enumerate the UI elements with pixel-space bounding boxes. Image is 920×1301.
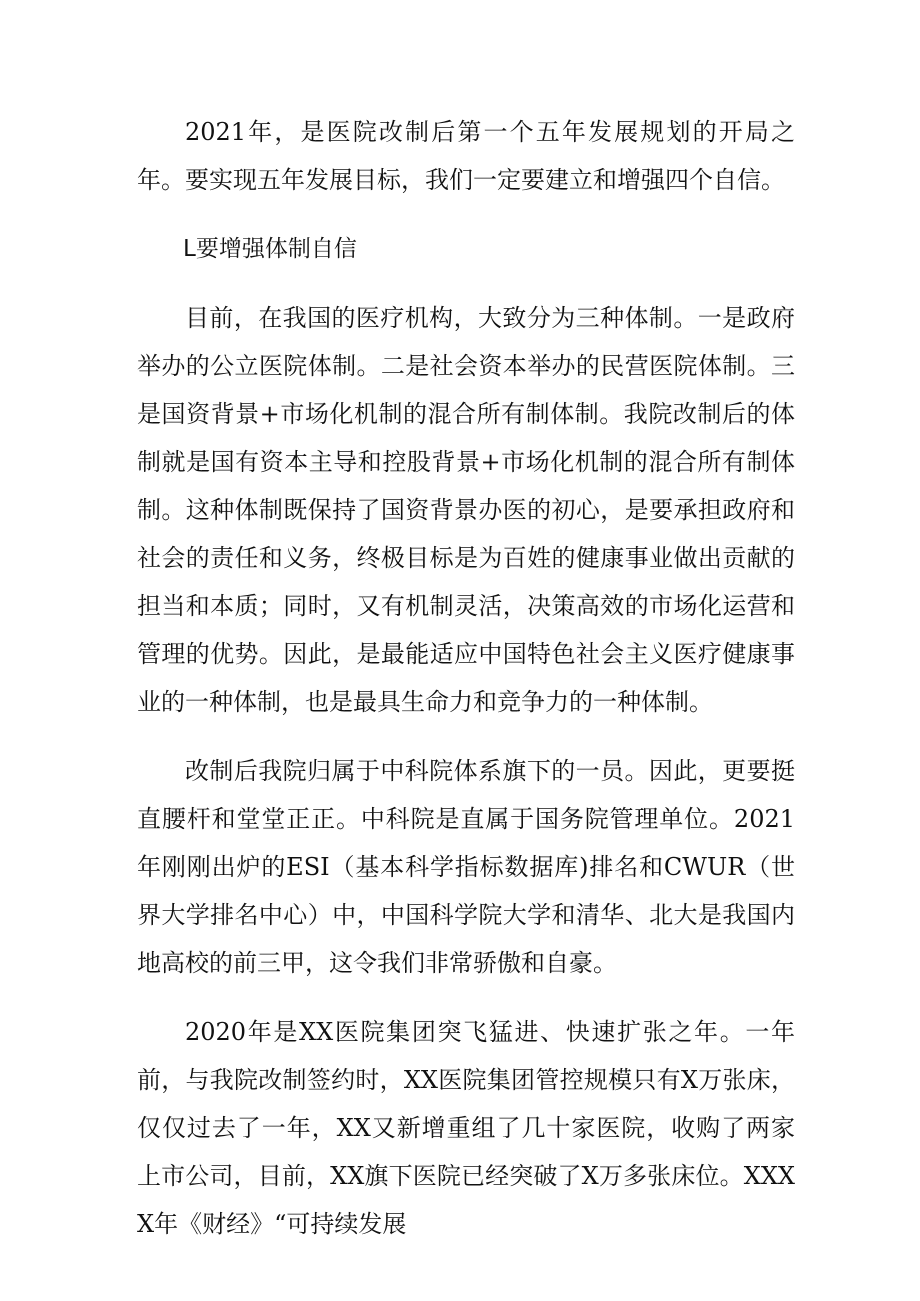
paragraph-group: 2020年是XX医院集团突飞猛进、快速扩张之年。一年前，与我院改制签约时，XX医院集团管控规模只有X万张床，仅仅过去了一年，XX又新增重组了几十家医院，收购了两家上市公司，目前，XX旗下医院已经突破了X万多张床位。XXXX年《财经》“可持续发展	[137, 1018, 795, 1238]
paragraph-cas: 改制后我院归属于中科院体系旗下的一员。因此，更要挺直腰杆和堂堂正正。中科院是直属于国务院管理单位。2021年刚刚出炉的ESI（基本科学指标数据库)排名和CWUR（世界大学排名中心）中，中国科学院大学和清华、北大是我国内地高校的前三甲，这令我们非常骄傲和自豪。	[137, 757, 795, 977]
paragraph-intro: 2021年，是医院改制后第一个五年发展规划的开局之年。要实现五年发展目标，我们一定要建立和增强四个自信。	[137, 118, 795, 194]
section-heading: L要增强体制自信	[183, 236, 357, 262]
document-body	[137, 108, 795, 1269]
paragraph-system: 目前，在我国的医疗机构，大致分为三种体制。一是政府举办的公立医院体制。二是社会资本举办的民营医院体制。三是国资背景+市场化机制的混合所有制体制。我院改制后的体制就是国有资本主导和控股背景+市场化机制的混合所有制体制。这种体制既保持了国资背景办医的初心，是要承担政府和社会的责任和义务，终极目标是为百姓的健康事业做出贡献的担当和本质；同时，又有机制灵活，决策高效的市场化运营和管理的优势。因此，是最能适应中国特色社会主义医疗健康事业的一种体制，也是最具生命力和竞争力的一种体制。	[137, 304, 795, 716]
